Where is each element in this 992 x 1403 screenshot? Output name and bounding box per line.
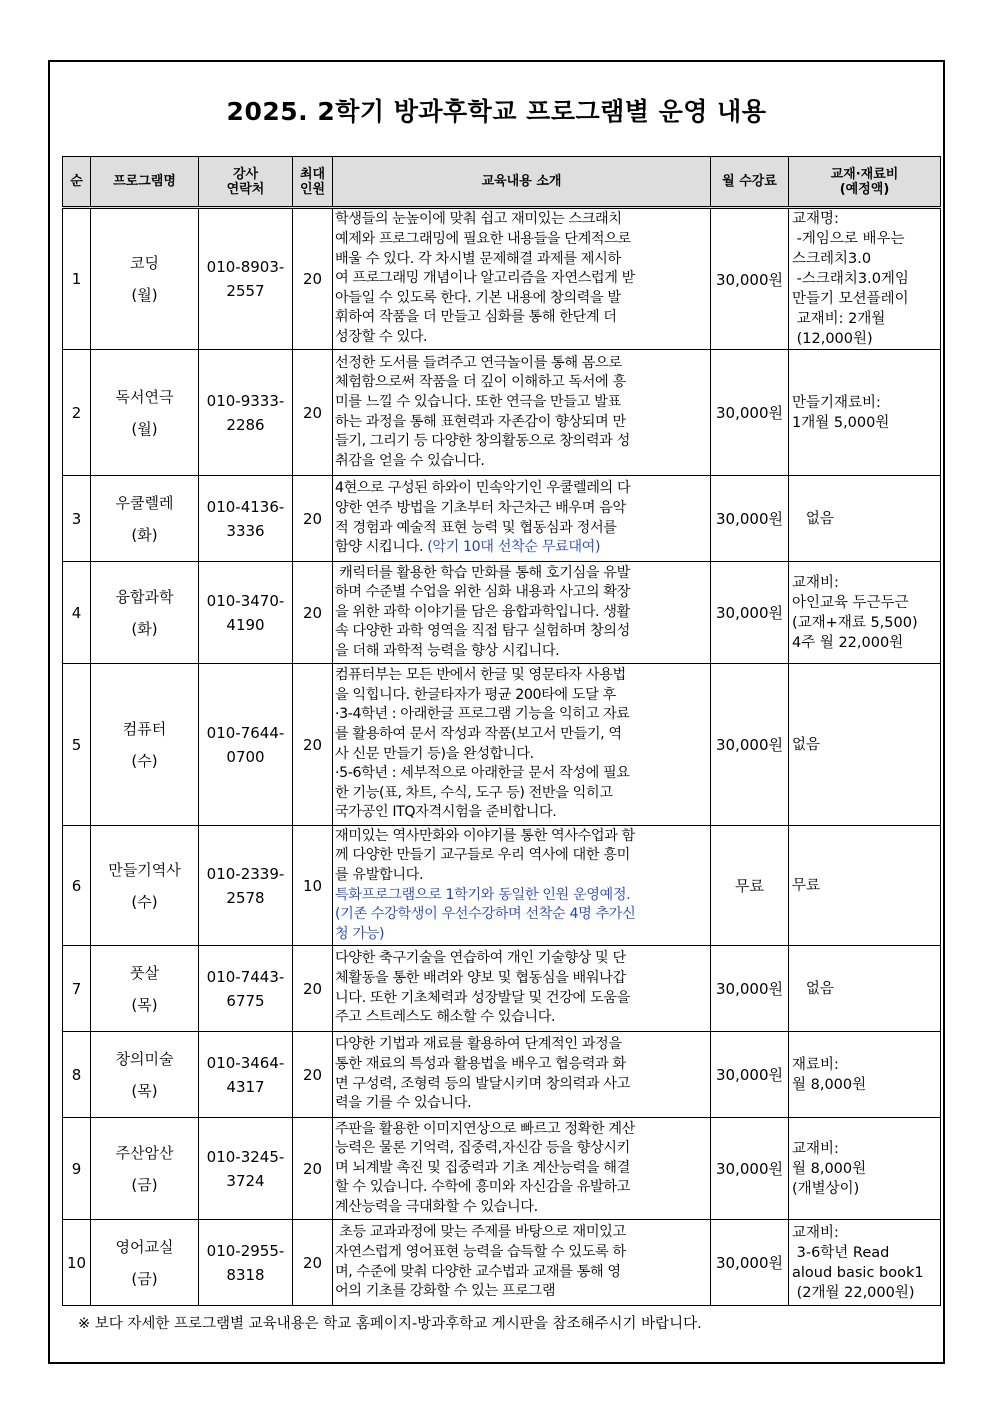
table-header-row xyxy=(63,157,941,208)
cell-program-name xyxy=(91,350,199,476)
material-line: 교재비: xyxy=(792,1140,839,1157)
material-line: (교재+재료 5,500) xyxy=(792,614,918,631)
description-line: 국가공인 ITQ자격시험을 준비합니다. xyxy=(335,804,557,821)
description-line: 능력은 물론 기억력, 집중력,자신감 등을 향상시키 xyxy=(335,1140,630,1157)
footer-note: ※ 보다 자세한 프로그램별 교육내용은 학교 홈페이지-방과후학교 게시판을 참조해주시기 바랍니다. xyxy=(78,1316,702,1332)
program-name: 코딩 xyxy=(130,254,159,272)
description-line: 할 수 있습니다. 수학에 흥미와 자신감을 유발하고 xyxy=(335,1179,630,1196)
description-line: 께 다양한 만들기 교구들로 우리 역사에 대한 흥미 xyxy=(335,847,630,864)
material-line: 3-6학년 Read xyxy=(792,1244,890,1261)
program-name: 주산암산 xyxy=(115,1143,174,1162)
material-line: 아인교육 두근두근 xyxy=(792,594,909,611)
description-highlight-line: (기존 수강학생이 우선수강하며 선착순 4명 추가신 xyxy=(335,906,636,923)
contact-phone-part1: 010-4136- xyxy=(206,497,285,516)
header-material-line1: 교재·재료비 xyxy=(830,166,899,182)
cell-description xyxy=(333,350,711,476)
program-day: (수) xyxy=(131,751,158,770)
cell-max-capacity: 20 xyxy=(293,1220,333,1306)
description-line: 사 신문 만들기 등)을 완성합니다. xyxy=(335,745,534,762)
material-line: 재료비: xyxy=(792,1056,839,1073)
contact-phone-part1: 010-7443- xyxy=(206,967,285,986)
cell-contact xyxy=(199,476,293,562)
cell-description xyxy=(333,826,711,946)
material-line: 1개월 5,000원 xyxy=(792,414,890,431)
cell-contact xyxy=(199,946,293,1032)
cell-monthly-fee: 30,000원 xyxy=(711,350,789,476)
description-line: 체활동을 통한 배려와 양보 및 협동심을 배워나갑 xyxy=(335,969,626,986)
cell-max-capacity: 20 xyxy=(293,562,333,664)
contact-phone-part2: 8318 xyxy=(226,1265,265,1284)
description-line: 주판을 활용한 이미지연상으로 빠르고 정확한 계산 xyxy=(335,1120,635,1137)
cell-program-name xyxy=(91,1032,199,1118)
table-row xyxy=(63,476,941,562)
material-line: 없음 xyxy=(792,736,821,753)
cell-num: 6 xyxy=(63,826,91,946)
contact-phone-part1: 010-2339- xyxy=(206,864,285,883)
cell-num: 3 xyxy=(63,476,91,562)
cell-program-name xyxy=(91,946,199,1032)
description-line: 다양한 축구기술을 연습하여 개인 기술향상 및 단 xyxy=(335,950,626,967)
material-line: 월 8,000원 xyxy=(792,1160,867,1177)
description-line: 속 다양한 과학 영역을 직접 탐구 실험하며 창의성 xyxy=(335,623,630,640)
description-line: 미를 느낄 수 있습니다. 또한 연극을 만들고 발표 xyxy=(335,393,621,410)
cell-description xyxy=(333,562,711,664)
material-line: 만들기 모션플레이 xyxy=(792,291,909,307)
material-line: 교재비: xyxy=(792,1224,839,1241)
header-fee: 월 수강료 xyxy=(711,157,789,208)
cell-material-cost xyxy=(789,476,941,562)
description-line: 을 더해 과학적 능력을 향상 시킵니다. xyxy=(335,642,560,659)
description-line: 4현으로 구성된 하와이 민속악기인 우쿨렐레의 다 xyxy=(335,480,631,497)
description-line: 을 위한 과학 이야기를 담은 융합과학입니다. 생활 xyxy=(335,603,630,620)
description-highlight: (악기 10대 선착순 무료대여) xyxy=(427,539,601,556)
material-line: -게임으로 배우는 xyxy=(792,231,905,247)
cell-contact xyxy=(199,350,293,476)
contact-phone-part1: 010-8903- xyxy=(206,258,285,276)
contact-phone-part1: 010-3245- xyxy=(206,1147,285,1166)
cell-contact xyxy=(199,664,293,826)
cell-contact xyxy=(199,826,293,946)
table-row xyxy=(63,208,941,350)
contact-phone-part2: 2286 xyxy=(226,415,265,434)
cell-description xyxy=(333,1118,711,1220)
description-line: 들기, 그리기 등 다양한 창의활동으로 창의력과 성 xyxy=(335,433,630,450)
cell-material-cost xyxy=(789,208,941,350)
cell-material-cost xyxy=(789,664,941,826)
description-line: 를 활용하여 문서 작성과 작품(보고서 만들기, 역 xyxy=(335,725,622,742)
cell-contact xyxy=(199,208,293,350)
cell-description xyxy=(333,208,711,350)
cell-material-cost xyxy=(789,1220,941,1306)
cell-num: 9 xyxy=(63,1118,91,1220)
program-day: (화) xyxy=(131,525,158,544)
cell-contact xyxy=(199,1220,293,1306)
header-max xyxy=(293,157,333,208)
contact-phone-part1: 010-7644- xyxy=(206,723,285,742)
table-row xyxy=(63,946,941,1032)
description-line: 면 구성력, 조형력 등의 발달시키며 창의력과 사고 xyxy=(335,1075,630,1092)
material-line: aloud basic book1 xyxy=(792,1264,924,1281)
description-highlight-line: 특화프로그램으로 1학기와 동일한 인원 운영예정. xyxy=(335,886,631,903)
header-contact-line2: 연락처 xyxy=(226,181,265,197)
contact-phone-part2: 2578 xyxy=(226,888,265,907)
cell-num: 10 xyxy=(63,1220,91,1306)
material-line: 스크레치3.0 xyxy=(792,251,872,267)
description-line: 며, 수준에 맞춰 다양한 교수법과 교재를 통해 영 xyxy=(335,1263,621,1280)
cell-max-capacity: 20 xyxy=(293,1118,333,1220)
cell-description xyxy=(333,1032,711,1118)
cell-program-name xyxy=(91,664,199,826)
header-max-line2: 인원 xyxy=(299,181,326,197)
description-line: 하는 과정을 통해 표현력과 자존감이 향상되며 만 xyxy=(335,413,626,430)
cell-description xyxy=(333,476,711,562)
cell-contact xyxy=(199,562,293,664)
cell-max-capacity: 20 xyxy=(293,476,333,562)
cell-monthly-fee: 30,000원 xyxy=(711,1118,789,1220)
cell-description xyxy=(333,1220,711,1306)
contact-phone-part1: 010-3464- xyxy=(206,1053,285,1072)
material-line: (12,000원) xyxy=(792,331,873,347)
cell-max-capacity: 20 xyxy=(293,946,333,1032)
contact-phone-part2: 6775 xyxy=(226,991,265,1010)
material-line: 없음 xyxy=(792,980,834,997)
description-line: 계산능력을 극대화할 수 있습니다. xyxy=(335,1198,538,1215)
cell-program-name xyxy=(91,476,199,562)
description-line: 통한 재료의 특성과 활용법을 배우고 협응력과 화 xyxy=(335,1055,626,1072)
page-title: 2025. 2학기 방과후학교 프로그램별 운영 내용 xyxy=(226,97,767,126)
header-material xyxy=(789,157,941,208)
description-line: 초등 교과과정에 맞는 주제를 바탕으로 재미있고 xyxy=(335,1224,626,1241)
contact-phone-part2: 2557 xyxy=(226,282,265,300)
material-line: -스크래치3.0게임 xyxy=(792,271,909,287)
description-line: 한 기능(표, 차트, 수식, 도구 등) 전반을 익히고 xyxy=(335,784,613,801)
table-row xyxy=(63,826,941,946)
material-line: 교재비: xyxy=(792,574,839,591)
description-line: 양한 연주 방법을 기초부터 차근차근 배우며 음악 xyxy=(335,499,626,516)
table-row xyxy=(63,350,941,476)
cell-monthly-fee: 30,000원 xyxy=(711,1220,789,1306)
material-line: (2개월 22,000원) xyxy=(792,1284,915,1301)
description-line: 선정한 도서를 들려주고 연극놀이를 통해 몸으로 xyxy=(335,354,622,371)
program-day: (목) xyxy=(131,1081,158,1100)
cell-monthly-fee: 30,000원 xyxy=(711,1032,789,1118)
cell-monthly-fee: 30,000원 xyxy=(711,476,789,562)
header-contact-line1: 강사 xyxy=(232,166,259,182)
contact-phone-part2: 4190 xyxy=(226,615,265,634)
material-line: 월 8,000원 xyxy=(792,1076,867,1093)
cell-num: 2 xyxy=(63,350,91,476)
material-line: 교재비: 2개월 xyxy=(792,311,886,327)
cell-program-name xyxy=(91,208,199,350)
description-line: 다양한 기법과 재료를 활용하여 단계적인 과정을 xyxy=(335,1036,622,1053)
cell-material-cost xyxy=(789,826,941,946)
cell-monthly-fee: 30,000원 xyxy=(711,664,789,826)
description-line: 어의 기초를 강화할 수 있는 프로그램 xyxy=(335,1283,556,1300)
program-name: 창의미술 xyxy=(115,1049,174,1068)
cell-material-cost xyxy=(789,1118,941,1220)
description-line: ·5-6학년 : 세부적으로 아래한글 문서 작성에 필요 xyxy=(335,765,630,782)
cell-max-capacity: 20 xyxy=(293,1032,333,1118)
table-row xyxy=(63,1118,941,1220)
header-num: 순 xyxy=(63,157,91,208)
description-line: 하며 수준별 수업을 위한 심화 내용과 사고의 확장 xyxy=(335,584,630,601)
cell-program-name xyxy=(91,562,199,664)
contact-phone-part2: 4317 xyxy=(226,1077,265,1096)
program-name: 우쿨렐레 xyxy=(115,493,174,512)
document-frame xyxy=(48,60,945,1364)
cell-num: 4 xyxy=(63,562,91,664)
header-material-line2: (예정액) xyxy=(839,181,890,197)
cell-max-capacity: 20 xyxy=(293,350,333,476)
header-contact xyxy=(199,157,293,208)
contact-phone-part2: 0700 xyxy=(226,747,265,766)
description-line: 성장할 수 있다. xyxy=(335,328,428,345)
header-name: 프로그램명 xyxy=(91,157,199,208)
contact-phone-part2: 3336 xyxy=(226,521,265,540)
program-day: (화) xyxy=(131,619,158,638)
description-line: 학생들의 눈높이에 맞춰 쉽고 재미있는 스크래치 xyxy=(335,211,622,228)
table-row xyxy=(63,1032,941,1118)
header-desc: 교육내용 소개 xyxy=(333,157,711,208)
description-line: 컴퓨터부는 모든 반에서 한글 및 영문타자 사용법 xyxy=(335,667,626,684)
description-line: 를 유발합니다. xyxy=(335,866,424,883)
material-line: 4주 월 22,000원 xyxy=(792,634,904,651)
program-table xyxy=(62,156,941,1306)
cell-program-name xyxy=(91,826,199,946)
table-row xyxy=(63,1220,941,1306)
cell-contact xyxy=(199,1032,293,1118)
description-line: 여 프로그래밍 개념이나 알고리즘을 자연스럽게 받 xyxy=(335,270,635,287)
material-line: 무료 xyxy=(792,877,821,894)
material-line: 만들기재료비: xyxy=(792,394,881,411)
description-line: 배울 수 있다. 각 차시별 문제해결 과제를 제시하 xyxy=(335,250,621,267)
cell-description xyxy=(333,664,711,826)
description-line: 아들일 수 있도록 한다. 기본 내용에 창의력을 발 xyxy=(335,289,621,306)
description-line: 자연스럽게 영어표현 능력을 습득할 수 있도록 하 xyxy=(335,1243,626,1260)
description-line: 예제와 프로그래밍에 필요한 내용들을 단계적으로 xyxy=(335,231,631,248)
description-line: 주고 스트레스도 해소할 수 있습니다. xyxy=(335,1009,556,1026)
cell-num: 8 xyxy=(63,1032,91,1118)
cell-max-capacity: 20 xyxy=(293,208,333,350)
material-line: (개별상이) xyxy=(792,1180,860,1197)
program-name: 컴퓨터 xyxy=(122,719,167,738)
cell-material-cost xyxy=(789,350,941,476)
cell-program-name xyxy=(91,1118,199,1220)
contact-phone-part1: 010-3470- xyxy=(206,591,285,610)
cell-monthly-fee: 30,000원 xyxy=(711,208,789,350)
contact-phone-part1: 010-9333- xyxy=(206,391,285,410)
description-line: 며 뇌계발 촉진 및 집중력과 기초 계산능력을 해결 xyxy=(335,1159,630,1176)
description-line: ·3-4학년 : 아래한글 프로그램 기능을 익히고 자료 xyxy=(335,706,630,723)
program-day: (목) xyxy=(131,995,158,1014)
material-line: 없음 xyxy=(792,510,834,527)
program-day: (수) xyxy=(131,892,158,911)
cell-max-capacity: 10 xyxy=(293,826,333,946)
contact-phone-part1: 010-2955- xyxy=(206,1241,285,1260)
cell-num: 7 xyxy=(63,946,91,1032)
description-line: 을 익힙니다. 한글타자가 평균 200타에 도달 후 xyxy=(335,686,616,703)
description-line: 캐릭터를 활용한 학습 만화를 통해 호기심을 유발 xyxy=(335,564,630,581)
description-line: 취감을 얻을 수 있습니다. xyxy=(335,452,485,469)
program-name: 풋살 xyxy=(130,963,159,982)
table-row xyxy=(63,562,941,664)
program-name: 융합과학 xyxy=(115,587,174,606)
description-line: 체험함으로써 작품을 더 깊이 이해하고 독서에 흥 xyxy=(335,374,626,391)
cell-material-cost xyxy=(789,946,941,1032)
description-line: 휘하여 작품을 더 만들고 심화를 통해 한단계 더 xyxy=(335,309,617,326)
cell-program-name xyxy=(91,1220,199,1306)
material-line: 교재명: xyxy=(792,211,839,227)
cell-monthly-fee: 30,000원 xyxy=(711,946,789,1032)
header-max-line1: 최대 xyxy=(299,166,326,182)
contact-phone-part2: 3724 xyxy=(226,1171,265,1190)
program-day: (금) xyxy=(131,1175,158,1194)
program-day: (월) xyxy=(131,286,158,304)
program-name: 영어교실 xyxy=(115,1237,174,1256)
description-line: 력을 기를 수 있습니다. xyxy=(335,1095,472,1112)
description-line: 재미있는 역사만화와 이야기를 통한 역사수업과 함 xyxy=(335,827,635,844)
description-line: 적 경험과 예술적 표현 능력 및 협동심과 정서를 xyxy=(335,519,617,536)
description-line: 함양 시킵니다. xyxy=(335,539,424,556)
cell-num: 1 xyxy=(63,208,91,350)
cell-monthly-fee: 30,000원 xyxy=(711,562,789,664)
cell-max-capacity: 20 xyxy=(293,664,333,826)
program-day: (월) xyxy=(131,419,158,438)
program-name: 만들기역사 xyxy=(108,860,181,879)
cell-num: 5 xyxy=(63,664,91,826)
description-line: 니다. 또한 기초체력과 성장발달 및 건강에 도움을 xyxy=(335,989,630,1006)
cell-material-cost xyxy=(789,562,941,664)
cell-monthly-fee: 무료 xyxy=(711,826,789,946)
program-day: (금) xyxy=(131,1269,158,1288)
program-name: 독서연극 xyxy=(115,387,174,406)
description-highlight-line: 청 가능) xyxy=(335,925,385,942)
cell-material-cost xyxy=(789,1032,941,1118)
table-row xyxy=(63,664,941,826)
cell-description xyxy=(333,946,711,1032)
cell-contact xyxy=(199,1118,293,1220)
